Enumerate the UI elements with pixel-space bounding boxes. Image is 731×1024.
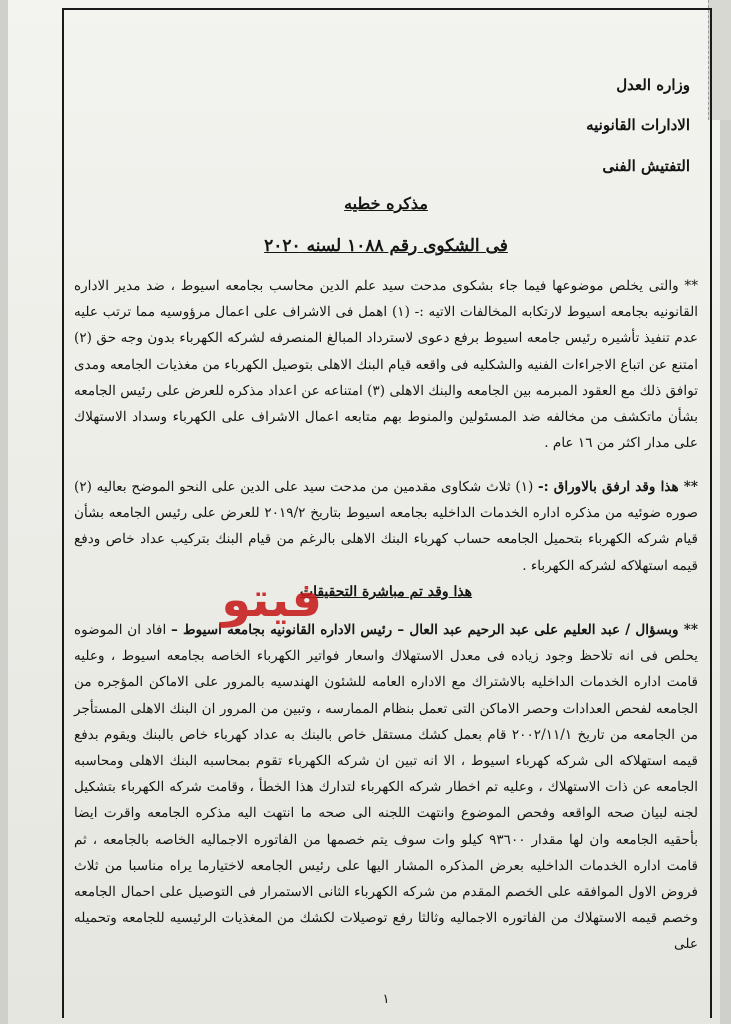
document-page	[70, 14, 702, 1014]
testimony-text: افاد ان الموضوه يحلص فى انه تلاحظ وجود زياده فى معدل الاستهلاك واسعار فواتير الكهرباء الخاصه بجامعه اسيوط ، وعليه قامت اداره الخدمات الداخليه بالاشتراك مع الاداره العامه للشئون الهندسيه بالمرور على الاماكن المؤجره من الجامعه لفحص العدادات وحصر الاماكن التى تعمل بنظام الممارسه ، وتبين من المرور ان البنك الاهلى المستأجر من الجامعه من تاريخ ٢٠٠٢/١١/١ قام بعمل كشك مستقل خاص بالبنك به عداد كهرباء خاص بالبنك ويقوم بدفع قيمه استهلاكه الى شركه كهرباء اسيوط ، الا انه تبين ان شركه الكهرباء تقوم بمحاسبه البنك الاهلى ومحاسبه الجامعه عن ذات الاستهلاك ، وعليه تم اخطار شركه الكهرباء لتدارك هذا الخطأ ، وقامت شركه الكهرباء بتشكيل لجنه لبيان صحه الواقعه وفحص الموضوع وانتهت اللجنه الى صحه ما انتهت اليه مذكره الجامعه واقرت ايضا بأحقيه الجامعه وان لها مقدار ٩٣٦٠٠ كيلو وات سوف يتم خصمها من الفاتوره الاجماليه الخاصه بالجامعه ، ثم قامت اداره الخدمات الداخليه بعرض المذكره المشار اليها على رئيس الجامعه لاختيارما يراه مناسبا من ثلاث فروض الاول الموافقه على الخصم المقدم من شركه الكهرباء الثانى الاستمرار فى التوصيل على احمال الجامعه وخصم قيمه الاستهلاك من الفاتوره الاجماليه وثالثا رفع توصيلات لكشك من المغذيات الرئيسيه للجامعه وتحميله على	[74, 622, 698, 953]
complaint-summary-paragraph: ** والتى يخلص موضوعها فيما جاء بشكوى مدحت سيد علم الدين محاسب بجامعه اسيوط ، ضد مدير الاداره القانونيه بجامعه اسيوط لارتكابه المخالفات الاتيه :- (١) اهمل فى الاشراف على اعمال مرؤوسيه مما ترتب عليه عدم تنفيذ تأشيره رئيس جامعه اسيوط برفع دعوى لاسترداد المبالغ المنصرفه لشركه الكهرباء بدون وجه حق (٢) امتنع عن اتباع الاجراءات الفنيه والشكليه فى واقعه قيام البنك الاهلى بتوصيل الكهرباء من مغذيات الجامعه ومدى توافق ذلك مع العقود المبرمه بين الجامعه والبنك الاهلى (٣) امتناعه عن اعداد مذكره للعرض على رئيس الجامعه بشأن ماتكشف من مخالفه ضد المسئولين والمنوط بهم متابعه اعمال الاشراف على الكهرباء وسداد الاستهلاك على مدار اكثر من ١٦ عام .	[74, 278, 698, 452]
testimony-paragraph	[74, 617, 698, 958]
attachments-paragraph	[74, 474, 698, 579]
watermark-logo: فيتو	[221, 572, 322, 628]
department-header: الادارات القانونيه	[586, 116, 690, 134]
investigation-heading: هذا وقد تم مباشرة التحقيقات	[299, 584, 473, 600]
document-title: مذكره خطيه	[344, 194, 428, 213]
testimony-label: ** وبسؤال / عبد العليم على عبد الرحيم عبد العال – رئيس الاداره القانونيه بجامعه اسيوط –	[171, 622, 698, 638]
page-number: ١	[382, 992, 390, 1007]
ministry-header: وزاره العدل	[616, 76, 690, 94]
attachments-label: ** هذا وقد ارفق بالاوراق :-	[538, 479, 698, 495]
complaint-number: فى الشكوى رقم ١٠٨٨ لسنه ٢٠٢٠	[264, 236, 508, 256]
inspection-header: التفتيش الفنى	[602, 157, 690, 175]
attachments-text: (١) ثلاث شكاوى مقدمين من مدحت سيد على الدين على النحو الموضح بعاليه (٢) صوره ضوئيه من مذكره اداره الخدمات الداخليه بجامعه اسيوط بتاريخ ٢٠١٩/٢ للعرض على رئيس الجامعه بشأن قيام شركه الكهرباء بتحميل الجامعه حساب كهرباء البنك الاهلى بالرغم من قيام البنك بتركيب عداد خاص ودفع قيمه استهلاكه لشركه الكهرباء .	[74, 479, 698, 574]
